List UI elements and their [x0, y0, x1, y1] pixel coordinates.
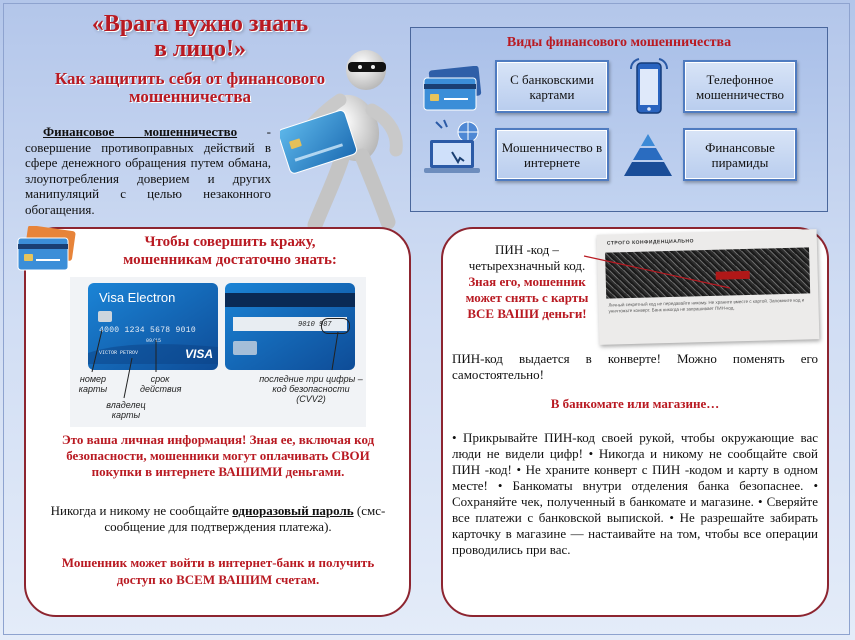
pin-warning: Зная его, мошенник может снять с карты ВСЕ ВАШИ деньги! [465, 274, 589, 321]
card-cvv: 9010 987 [298, 321, 332, 329]
label-card-expiry: срок действия [140, 374, 182, 394]
type-internet-fraud: Мошенничество в интернете [495, 128, 609, 181]
credit-cards-icon [12, 226, 78, 284]
fraud-definition [25, 124, 271, 217]
pyramid-icon [622, 132, 674, 178]
envelope-header: СТРОГО КОНФИДЕНЦИАЛЬНО [606, 238, 695, 247]
label-card-holder: владелец карты [106, 400, 146, 420]
label-cvv: последние три цифры – код безопасности (CVV2) [259, 374, 363, 404]
card-expiry: 09/15 [146, 338, 162, 344]
otp-term: одноразовый пароль [232, 503, 354, 518]
card-brand: Visa Electron [99, 290, 176, 305]
pin-arrow-line [580, 248, 760, 298]
type-pyramids: Финансовые пирамиды [683, 128, 797, 181]
safety-tips: • Прикрывайте ПИН-код своей рукой, чтобы окружающие вас люди не видели цифр! • Никогда и никому не сообщайте свой ПИН -код! • Не храните конверт с ПИН -кодом и карту в одном месте! • Банкоматы внутри отделения банка безопаснее. • Сохраняйте чек, полученный в банкомате и магазине. • Сверяйте все платежи с банковской выпиской. • Не разрешайте забирать карточку в магазине — настаивайте на том, чтобы все операции проводились при вас. [452, 430, 818, 557]
fraud-types-title: Виды финансового мошенничества [506, 35, 732, 50]
visa-logo: VISA [185, 347, 214, 361]
type-phone-fraud: Телефонное мошенничество [683, 60, 797, 113]
envelope-text: Личный секретный код не передавайте никому. Не храните вместе с картой. Запомните код и уничтожьте конверт. Банк никогда не запрашивает ПИН-код. [608, 297, 805, 314]
type-bank-cards: С банковскими картами [495, 60, 609, 113]
mobile-phone-icon [627, 55, 671, 117]
pin-envelope-note: ПИН-код выдается в конверте! Можно поменять его самостоятельно! [452, 351, 818, 382]
definition-text: - совершение противоправных действий в сфере денежного обращения путем обмана, злоупотребления доверием и других манипуляций с целью незаконного обогащения. [25, 124, 271, 217]
pin-definition: ПИН -код – четырехзначный код. [468, 242, 586, 273]
thief-mascot-icon [280, 40, 410, 240]
otp-notice: Никогда и никому не сообщайте одноразовый пароль (смс-сообщение для подтверждения платежа). [50, 503, 386, 534]
laptop-internet-icon [422, 118, 488, 178]
label-card-number: номер карты [78, 374, 108, 394]
card-data-heading: Чтобы совершить кражу, мошенникам достаточно знать: [123, 234, 337, 268]
card-number: 4000 1234 5678 9010 [99, 326, 196, 335]
definition-term: Финансовое мошенничество [43, 124, 238, 139]
card-holder: VICTOR PETROV [99, 350, 139, 356]
atm-heading: В банкомате или магазине… [550, 396, 720, 411]
page-subtitle: Как защитить себя от финансового мошенничества [54, 69, 326, 106]
online-bank-warning: Мошенник может войти в интернет-банк и получить доступ ко ВСЕМ ВАШИМ счетам. [61, 555, 375, 587]
personal-info-warning: Это ваша личная информация! Зная ее, включая код безопасности, мошенники могут оплачивать СВОИ покупки в интернете ВАШИМИ деньгами. [61, 432, 375, 479]
page-title: «Врага нужно знать в лицо!» [91, 11, 309, 62]
bank-cards-icon [420, 66, 484, 112]
